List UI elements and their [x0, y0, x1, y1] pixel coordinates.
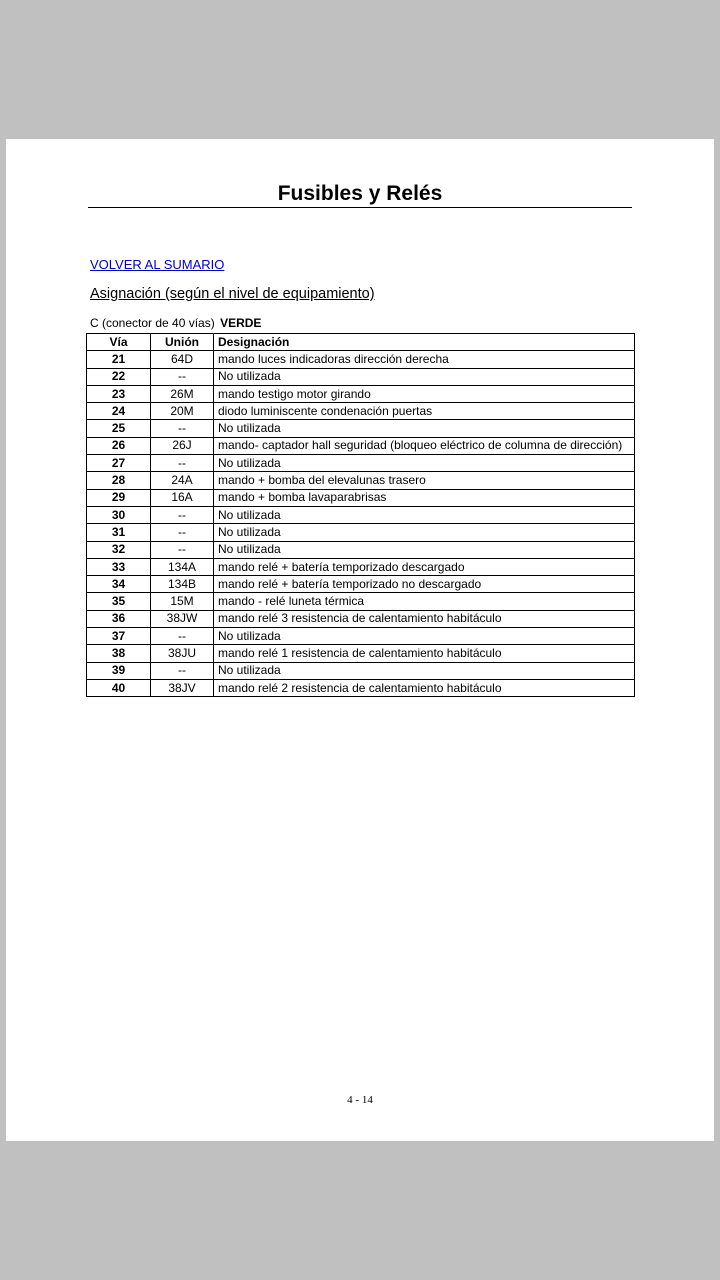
table-row: [87, 679, 635, 696]
cell-designation: mando- captador hall seguridad (bloqueo eléctrico de columna de dirección): [214, 437, 635, 454]
cell-via: 22: [87, 368, 151, 385]
cell-union: 64D: [151, 351, 214, 368]
pin-assignment-table: [86, 333, 635, 697]
cell-designation: No utilizada: [214, 628, 635, 645]
table-row: [87, 524, 635, 541]
table-row: [87, 662, 635, 679]
table-body: [87, 351, 635, 697]
cell-via: 32: [87, 541, 151, 558]
table-row: [87, 541, 635, 558]
table-row: [87, 576, 635, 593]
table-row: [87, 593, 635, 610]
cell-union: 15M: [151, 593, 214, 610]
page-title: Fusibles y Relés: [277, 182, 443, 205]
cell-designation: mando relé 1 resistencia de calentamiento habitáculo: [214, 645, 635, 662]
cell-via: 37: [87, 628, 151, 645]
cell-via: 29: [87, 489, 151, 506]
table-header-row: [87, 334, 635, 351]
table-row: [87, 558, 635, 575]
cell-via: 38: [87, 645, 151, 662]
table-row: [87, 403, 635, 420]
cell-designation: No utilizada: [214, 541, 635, 558]
cell-designation: mando + bomba del elevalunas trasero: [214, 472, 635, 489]
cell-union: 38JW: [151, 610, 214, 627]
cell-designation: mando relé 2 resistencia de calentamiento habitáculo: [214, 679, 635, 696]
cell-designation: mando relé 3 resistencia de calentamiento habitáculo: [214, 610, 635, 627]
table-row: [87, 385, 635, 402]
header-union: Unión: [151, 334, 214, 351]
connector-caption: [90, 316, 261, 330]
table-row: [87, 489, 635, 506]
cell-union: 20M: [151, 403, 214, 420]
cell-via: 27: [87, 455, 151, 472]
document-page: [6, 139, 714, 1141]
cell-via: 30: [87, 506, 151, 523]
cell-via: 36: [87, 610, 151, 627]
cell-union: --: [151, 420, 214, 437]
cell-union: 38JV: [151, 679, 214, 696]
cell-via: 40: [87, 679, 151, 696]
cell-designation: mando - relé luneta térmica: [214, 593, 635, 610]
cell-union: --: [151, 541, 214, 558]
connector-color: VERDE: [220, 316, 262, 330]
cell-union: 38JU: [151, 645, 214, 662]
cell-designation: diodo luminiscente condenación puertas: [214, 403, 635, 420]
cell-designation: No utilizada: [214, 420, 635, 437]
table-row: [87, 455, 635, 472]
cell-via: 26: [87, 437, 151, 454]
cell-designation: mando relé + batería temporizado no descargado: [214, 576, 635, 593]
table-row: [87, 351, 635, 368]
cell-via: 28: [87, 472, 151, 489]
cell-via: 35: [87, 593, 151, 610]
cell-designation: mando + bomba lavaparabrisas: [214, 489, 635, 506]
cell-designation: No utilizada: [214, 662, 635, 679]
cell-via: 23: [87, 385, 151, 402]
section-heading: Asignación (según el nivel de equipamiento): [90, 286, 375, 302]
table-row: [87, 645, 635, 662]
cell-union: 26M: [151, 385, 214, 402]
cell-designation: mando luces indicadoras dirección derecha: [214, 351, 635, 368]
table-row: [87, 506, 635, 523]
cell-designation: No utilizada: [214, 368, 635, 385]
cell-union: 134A: [151, 558, 214, 575]
cell-via: 21: [87, 351, 151, 368]
cell-designation: No utilizada: [214, 524, 635, 541]
cell-union: --: [151, 368, 214, 385]
header-via: Vía: [87, 334, 151, 351]
table-row: [87, 420, 635, 437]
cell-union: --: [151, 628, 214, 645]
cell-via: 24: [87, 403, 151, 420]
cell-designation: mando relé + batería temporizado descargado: [214, 558, 635, 575]
cell-via: 39: [87, 662, 151, 679]
cell-via: 31: [87, 524, 151, 541]
cell-union: --: [151, 524, 214, 541]
table-row: [87, 628, 635, 645]
cell-union: 26J: [151, 437, 214, 454]
cell-via: 34: [87, 576, 151, 593]
table-row: [87, 368, 635, 385]
cell-union: --: [151, 506, 214, 523]
cell-via: 25: [87, 420, 151, 437]
connector-label: C (conector de 40 vías): [90, 316, 215, 330]
page-number: 4 - 14: [347, 1094, 373, 1106]
cell-designation: No utilizada: [214, 455, 635, 472]
cell-union: 134B: [151, 576, 214, 593]
cell-designation: No utilizada: [214, 506, 635, 523]
table-row: [87, 610, 635, 627]
table-row: [87, 437, 635, 454]
header-designation: Designación: [214, 334, 635, 351]
back-to-summary-link[interactable]: VOLVER AL SUMARIO: [90, 257, 225, 272]
cell-via: 33: [87, 558, 151, 575]
table-row: [87, 472, 635, 489]
cell-union: 16A: [151, 489, 214, 506]
title-underline: [88, 207, 632, 208]
cell-union: --: [151, 662, 214, 679]
cell-union: --: [151, 455, 214, 472]
cell-union: 24A: [151, 472, 214, 489]
cell-designation: mando testigo motor girando: [214, 385, 635, 402]
